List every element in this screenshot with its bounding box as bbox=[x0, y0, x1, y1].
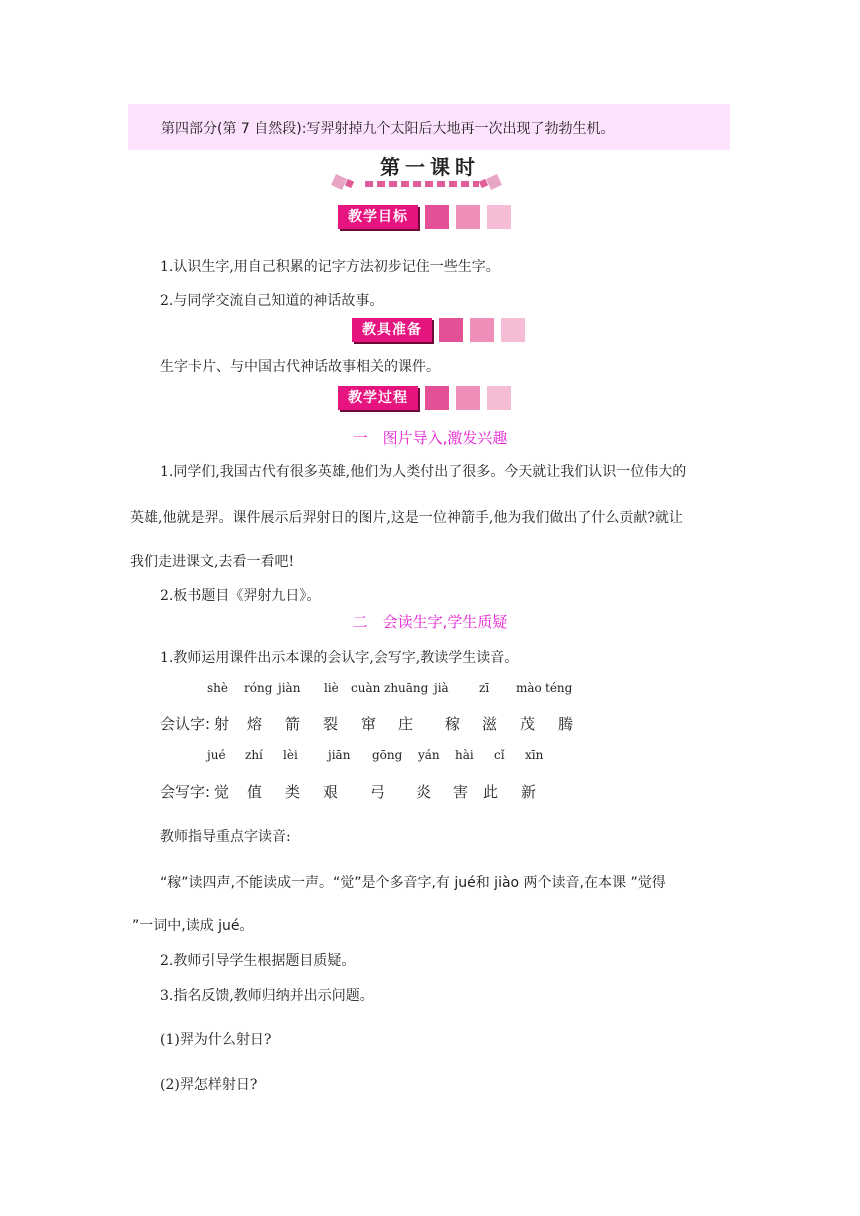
paragraph: 1.教师运用课件出示本课的会认字,会写字,教读学生读音。 bbox=[160, 650, 519, 666]
character: 庄 bbox=[398, 715, 414, 733]
pinyin: lèi bbox=[283, 748, 298, 762]
paragraph: 英雄,他就是羿。课件展示后羿射日的图片,这是一位神箭手,他为我们做出了什么贡献?就让 bbox=[130, 510, 683, 526]
goal-item: 2.与同学交流自己知道的神话故事。 bbox=[160, 293, 384, 309]
pinyin: zī bbox=[479, 681, 490, 695]
decoration-square bbox=[345, 179, 354, 188]
section-tag-label: 教学目标 bbox=[338, 205, 418, 229]
paragraph: 2.教师引导学生根据题目质疑。 bbox=[160, 953, 356, 969]
character: 艰 bbox=[323, 783, 339, 801]
character: 裂 bbox=[323, 715, 339, 733]
banner-text: 第四部分(第 7 自然段):写羿射掉九个太阳后大地再一次出现了勃勃生机。 bbox=[161, 121, 615, 137]
pinyin: zhuāng bbox=[384, 681, 429, 695]
decoration-square bbox=[487, 205, 511, 229]
decoration-dashes bbox=[365, 181, 479, 187]
section-tag-label: 教学过程 bbox=[338, 386, 418, 410]
pinyin: hài bbox=[455, 748, 474, 762]
paragraph: 教师指导重点字读音: bbox=[160, 829, 291, 845]
section-tag-label: 教具准备 bbox=[352, 318, 432, 342]
pinyin: téng bbox=[545, 681, 573, 695]
question: (1)羿为什么射日? bbox=[160, 1032, 272, 1048]
pinyin: liè bbox=[324, 681, 339, 695]
section-tag-tools bbox=[352, 318, 525, 342]
character: 弓 bbox=[370, 783, 386, 801]
paragraph: 2.板书题目《羿射九日》。 bbox=[160, 588, 321, 604]
character: 新 bbox=[521, 783, 537, 801]
character: 腾 bbox=[558, 715, 574, 733]
decoration-square bbox=[425, 386, 449, 410]
paragraph: 3.指名反馈,教师归纳并出示问题。 bbox=[160, 988, 374, 1004]
character: 射 bbox=[214, 715, 230, 733]
tools-text: 生字卡片、与中国古代神话故事相关的课件。 bbox=[160, 359, 440, 375]
character: 值 bbox=[247, 783, 263, 801]
character: 窜 bbox=[361, 715, 377, 733]
decoration-square bbox=[501, 318, 525, 342]
paragraph: 我们走进课文,去看一看吧! bbox=[130, 554, 295, 570]
part-heading: 二 会读生字,学生质疑 bbox=[352, 613, 508, 631]
write-label: 会写字: bbox=[160, 783, 211, 801]
pinyin: zhí bbox=[245, 748, 263, 762]
pinyin: mào bbox=[516, 681, 542, 695]
goal-item: 1.认识生字,用自己积累的记字方法初步记住一些生字。 bbox=[160, 259, 500, 275]
pinyin: yán bbox=[418, 748, 440, 762]
character: 类 bbox=[285, 783, 301, 801]
recognize-label: 会认字: bbox=[160, 715, 211, 733]
section-tag-process bbox=[338, 386, 511, 410]
pinyin: xīn bbox=[525, 748, 544, 762]
character: 滋 bbox=[482, 715, 498, 733]
pinyin: gōng bbox=[372, 748, 403, 762]
character: 熔 bbox=[247, 715, 263, 733]
decoration-square bbox=[470, 318, 494, 342]
pinyin: róng bbox=[244, 681, 273, 695]
character: 觉 bbox=[214, 783, 230, 801]
decoration-square bbox=[487, 386, 511, 410]
decoration-square bbox=[439, 318, 463, 342]
character: 害 bbox=[453, 783, 469, 801]
character: 稼 bbox=[445, 715, 461, 733]
character: 炎 bbox=[416, 783, 432, 801]
part-heading: 一 图片导入,激发兴趣 bbox=[352, 429, 508, 447]
decoration-square bbox=[456, 205, 480, 229]
question: (2)羿怎样射日? bbox=[160, 1077, 258, 1093]
pinyin: jià bbox=[434, 681, 449, 695]
paragraph: 1.同学们,我国古代有很多英雄,他们为人类付出了很多。今天就让我们认识一位伟大的 bbox=[160, 464, 687, 480]
pinyin: cuàn bbox=[351, 681, 381, 695]
pinyin: shè bbox=[207, 681, 228, 695]
section-tag-goals bbox=[338, 205, 511, 229]
character: 此 bbox=[483, 783, 499, 801]
pinyin: jiān bbox=[328, 748, 351, 762]
decoration-square bbox=[456, 386, 480, 410]
character: 箭 bbox=[285, 715, 301, 733]
lesson-title: 第一课时 bbox=[380, 155, 480, 179]
pinyin: cǐ bbox=[494, 748, 505, 762]
character: 茂 bbox=[520, 715, 536, 733]
paragraph: ”一词中,读成 jué。 bbox=[132, 918, 254, 934]
pinyin: jué bbox=[207, 748, 226, 762]
pinyin: jiàn bbox=[278, 681, 301, 695]
decoration-square bbox=[425, 205, 449, 229]
paragraph: “稼”读四声,不能读成一声。“觉”是个多音字,有 jué和 jiào 两个读音,在本课 ”觉得 bbox=[160, 875, 666, 891]
